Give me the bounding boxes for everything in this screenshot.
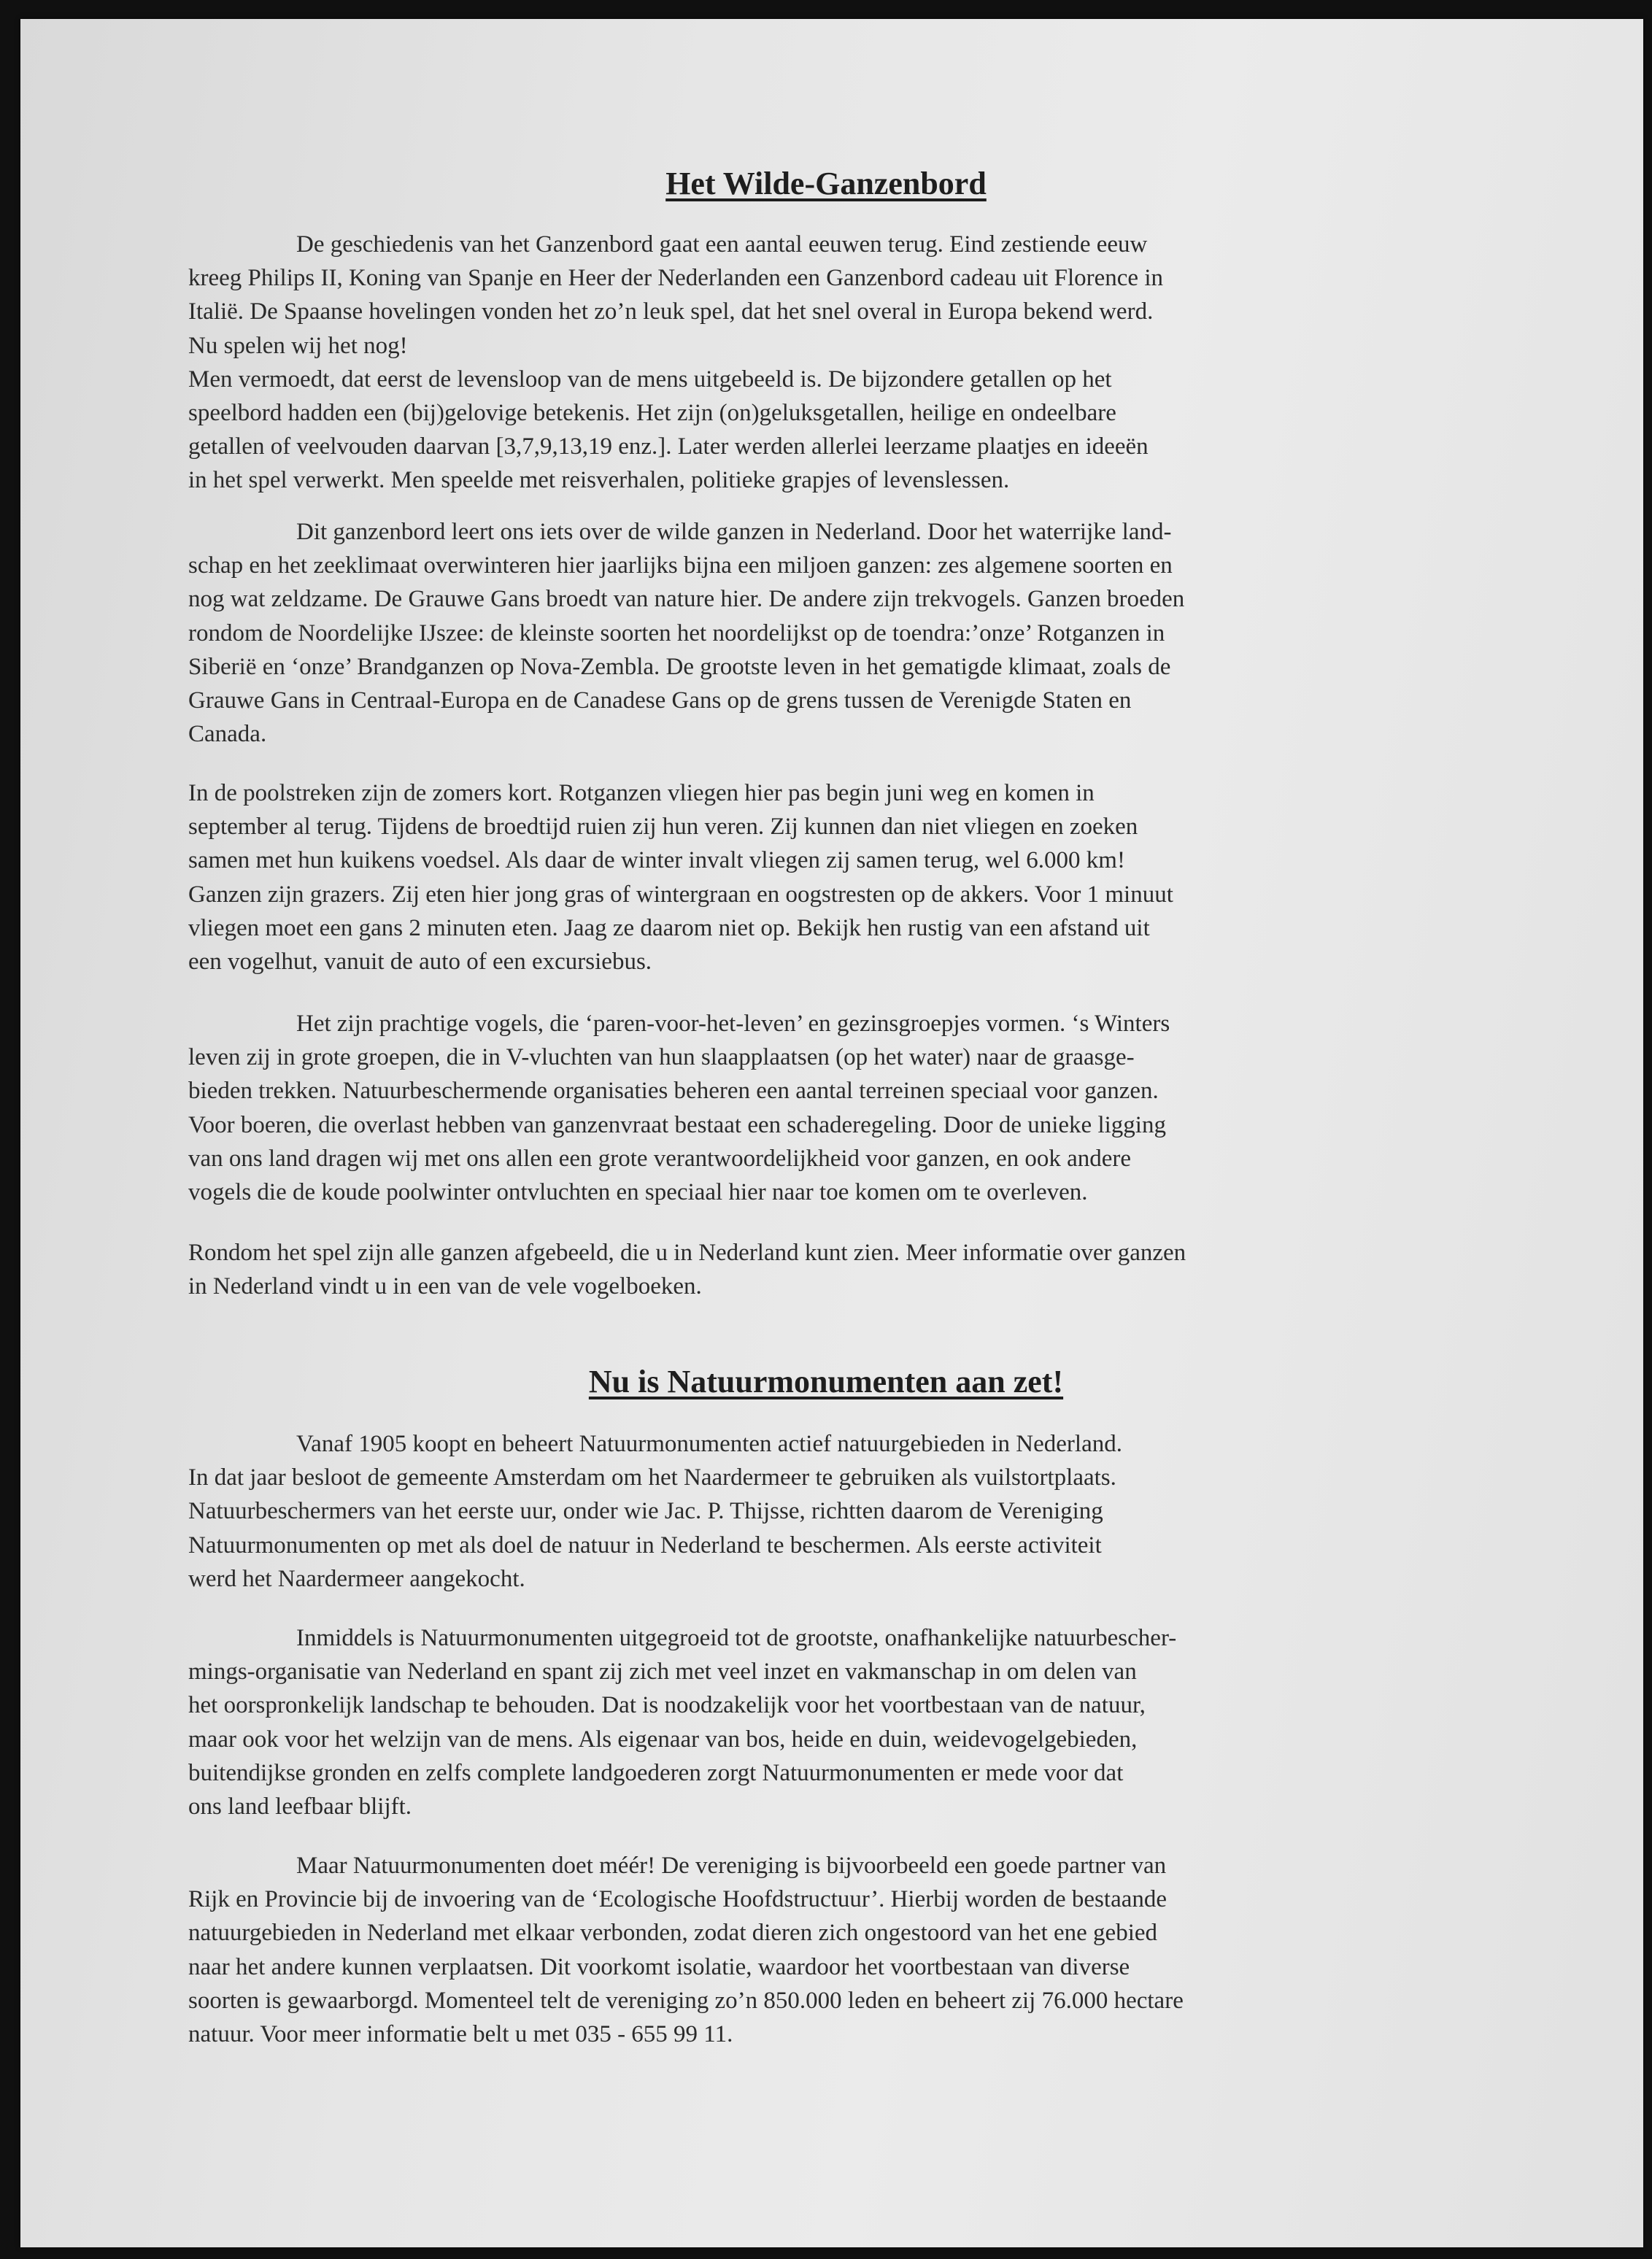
text-line: buitendijkse gronden en zelfs complete landgoederen zorgt Natuurmonumenten er mede voor dat [188, 1759, 1124, 1786]
paragraph-history [188, 228, 1487, 498]
text-line: een vogelhut, vanuit de auto of een excursiebus. [188, 948, 652, 975]
text-line: Dit ganzenbord leert ons iets over de wilde ganzen in Nederland. Door het waterrijke land- [296, 519, 1172, 545]
text-line: Voor boeren, die overlast hebben van ganzenvraat bestaat een schaderegeling. Door de unieke ligging [188, 1111, 1166, 1138]
text-line: in het spel verwerkt. Men speelde met reisverhalen, politieke grapjes of levenslessen. [188, 467, 1010, 494]
text-line: bieden trekken. Natuurbeschermende organisaties beheren een aantal terreinen speciaal voor ganzen. [188, 1078, 1159, 1105]
text-line: getallen of veelvouden daarvan [3,7,9,13,19 enz.]. Later werden allerlei leerzame plaatjes en ideeën [188, 433, 1149, 460]
text-line: Siberië en ‘onze’ Brandganzen op Nova-Zembla. De grootste leven in het gematigde klimaat, zoals de [188, 653, 1171, 680]
paragraph-wild-geese [188, 515, 1487, 751]
text-line: Inmiddels is Natuurmonumenten uitgegroeid tot de grootste, onafhankelijke natuurbescher- [296, 1625, 1177, 1651]
text-line: Natuurbeschermers van het eerste uur, onder wie Jac. P. Thijsse, richtten daarom de Vereniging [188, 1498, 1103, 1525]
text-line: in Nederland vindt u in een van de vele vogelboeken. [188, 1273, 702, 1300]
text-line: kreeg Philips II, Koning van Spanje en Heer der Nederlanden een Ganzenbord cadeau uit Florence in [188, 265, 1164, 292]
paragraph-does-more [188, 1849, 1487, 2051]
text-line: ons land leefbaar blijft. [188, 1793, 412, 1820]
text-line: natuurgebieden in Nederland met elkaar verbonden, zodat dieren zich ongestoord van het ene gebied [188, 1920, 1158, 1947]
title-natuurmonumenten: Nu is Natuurmonumenten aan zet! [588, 1364, 1064, 1399]
text-line: Ganzen zijn grazers. Zij eten hier jong gras of wintergraan en oogstresten op de akkers. Voor 1 minuut [188, 881, 1173, 908]
text-line: In dat jaar besloot de gemeente Amsterdam om het Naardermeer te gebruiken als vuilstortplaats. [188, 1464, 1116, 1491]
text-line: In de poolstreken zijn de zomers kort. Rotganzen vliegen hier pas begin juni weg en komen in [188, 780, 1095, 806]
text-line: rondom de Noordelijke IJszee: de kleinste soorten het noordelijkst op de toendra:’onze’ Rotganzen in [188, 619, 1165, 646]
text-line: De geschiedenis van het Ganzenbord gaat een aantal eeuwen terug. Eind zestiende eeuw [296, 231, 1148, 258]
text-line: het oorspronkelijk landschap te behouden. Dat is noodzakelijk voor het voortbestaan van de natuur, [188, 1692, 1146, 1719]
text-line: Rondom het spel zijn alle ganzen afgebeeld, die u in Nederland kunt zien. Meer informatie over ganzen [188, 1240, 1186, 1266]
text-line: Vanaf 1905 koopt en beheert Natuurmonumenten actief natuurgebieden in Nederland. [296, 1431, 1122, 1457]
text-line: van ons land dragen wij met ons allen een grote verantwoordelijkheid voor ganzen, en ook andere [188, 1145, 1132, 1172]
text-line: Italië. De Spaanse hovelingen vonden het zo’n leuk spel, dat het snel overal in Europa bekend werd. [188, 298, 1154, 325]
text-line: Grauwe Gans in Centraal-Europa en de Canadese Gans op de grens tussen de Verenigde Staten en [188, 687, 1132, 714]
text-line: Rijk en Provincie bij de invoering van de ‘Ecologische Hoofdstructuur’. Hierbij worden de bestaande [188, 1886, 1167, 1913]
text-line: Natuurmonumenten op met als doel de natuur in Nederland te beschermen. Als eerste activiteit [188, 1532, 1102, 1559]
paragraph-largest-organisation [188, 1621, 1487, 1823]
paragraph-polar-regions [188, 776, 1487, 978]
text-line: naar het andere kunnen verplaatsen. Dit voorkomt isolatie, waardoor het voortbestaan van diverse [188, 1953, 1130, 1980]
text-line: leven zij in grote groepen, die in V-vluchten van hun slaapplaatsen (op het water) naar de graasge- [188, 1044, 1135, 1071]
title-wilde-ganzenbord: Het Wilde-Ganzenbord [665, 166, 987, 201]
text-line: soorten is gewaarborgd. Momenteel telt de vereniging zo’n 850.000 leden en beheert zij 76.000 hectare [188, 1987, 1184, 2014]
text-line: september al terug. Tijdens de broedtijd ruien zij hun veren. Zij kunnen dan niet vliegen en zoeken [188, 814, 1138, 841]
text-line: vogels die de koude poolwinter ontvluchten en speciaal hier naar toe komen om te overleven. [188, 1178, 1088, 1205]
text-line: Het zijn prachtige vogels, die ‘paren-voor-het-leven’ en gezinsgroepjes vormen. ‘s Winters [296, 1011, 1170, 1037]
text-line: maar ook voor het welzijn van de mens. Als eigenaar van bos, heide en duin, weidevogelgebieden, [188, 1726, 1138, 1753]
text-line: natuur. Voor meer informatie belt u met 035 - 655 99 11. [188, 2020, 733, 2047]
text-line: speelbord hadden een (bij)gelovige betekenis. Het zijn (on)geluksgetallen, heilige en ondeelbare [188, 399, 1116, 426]
text-line: samen met hun kuikens voedsel. Als daar de winter invalt vliegen zij samen terug, wel 6.000 km! [188, 847, 1125, 874]
text-line: mings-organisatie van Nederland en spant zij zich met veel inzet en vakmanschap in om delen van [188, 1658, 1137, 1685]
paragraph-around-the-game [188, 1236, 1487, 1303]
text-line: schap en het zeeklimaat overwinteren hier jaarlijks bijna een miljoen ganzen: zes algemene soorten en [188, 552, 1173, 579]
text-line: vliegen moet een gans 2 minuten eten. Jaag ze daarom niet op. Bekijk hen rustig van een afstand uit [188, 914, 1150, 941]
paragraph-beautiful-birds [188, 1007, 1487, 1209]
text-line: Maar Natuurmonumenten doet méér! De vereniging is bijvoorbeeld een goede partner van [296, 1853, 1167, 1879]
text-line: werd het Naardermeer aangekocht. [188, 1565, 525, 1592]
text-line: Canada. [188, 721, 267, 748]
text-line: nog wat zeldzame. De Grauwe Gans broedt van nature hier. De andere zijn trekvogels. Ganzen broeden [188, 586, 1185, 613]
paragraph-since-1905 [188, 1427, 1487, 1596]
text-line: Men vermoedt, dat eerst de levensloop van de mens uitgebeeld is. De bijzondere getallen op het [188, 366, 1112, 393]
text-line: Nu spelen wij het nog! [188, 332, 408, 359]
